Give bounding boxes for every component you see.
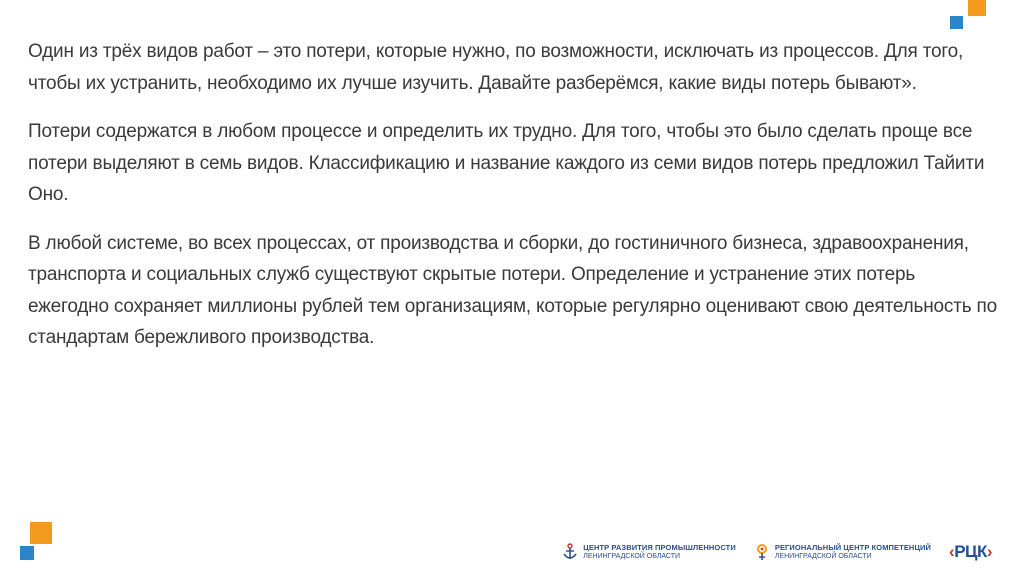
paragraph-1: Один из трёх видов работ – это потери, которые нужно, по возможности, исключать из процессов. Для того, чтобы их устранить, необходимо их лучше изучить. Давайте разберёмся, какие виды потерь бывают». — [28, 41, 964, 94]
corner-square-orange-bottom — [30, 522, 52, 544]
corner-square-orange-top — [968, 0, 986, 16]
gear-person-icon — [754, 543, 770, 561]
footer-logos — [562, 542, 992, 562]
rck-left-bracket-icon: ‹ — [949, 542, 955, 561]
logo-rck — [949, 542, 992, 562]
logo-industry-center — [562, 543, 736, 561]
anchor-icon — [562, 543, 578, 561]
rck-text: РЦК — [954, 542, 987, 561]
corner-square-blue-top — [950, 16, 963, 29]
paragraph-3: В любой системе, во всех процессах, от производства и сборки, до гостиничного бизнеса, здравоохранения, транспорта и социальных служб существуют скрытые потери. Определение и устранение этих потерь ежегодно сохраняет миллионы рублей тем организациям, которые регулярно оценивают свою деятельность по стандартам бережливого производства. — [28, 232, 997, 348]
slide-body — [28, 36, 998, 371]
logo1-line2: ЛЕНИНГРАДСКОЙ ОБЛАСТИ — [583, 553, 681, 560]
logo2-line2: ЛЕНИНГРАДСКОЙ ОБЛАСТИ — [774, 553, 872, 560]
logo1-line1: ЦЕНТР РАЗВИТИЯ ПРОМЫШЛЕННОСТИ — [583, 543, 736, 552]
logo2-line1: РЕГИОНАЛЬНЫЙ ЦЕНТР КОМПЕТЕНЦИЙ — [774, 543, 932, 552]
logo-competence-center — [754, 543, 931, 561]
corner-square-blue-bottom — [20, 546, 34, 560]
paragraph-2: Потери содержатся в любом процессе и определить их трудно. Для того, чтобы это было сделать проще все потери выделяют в семь видов. Классификацию и название каждого из семи видов потерь предложил Тайити Оно. — [28, 121, 985, 205]
rck-right-bracket-icon: › — [986, 542, 992, 561]
